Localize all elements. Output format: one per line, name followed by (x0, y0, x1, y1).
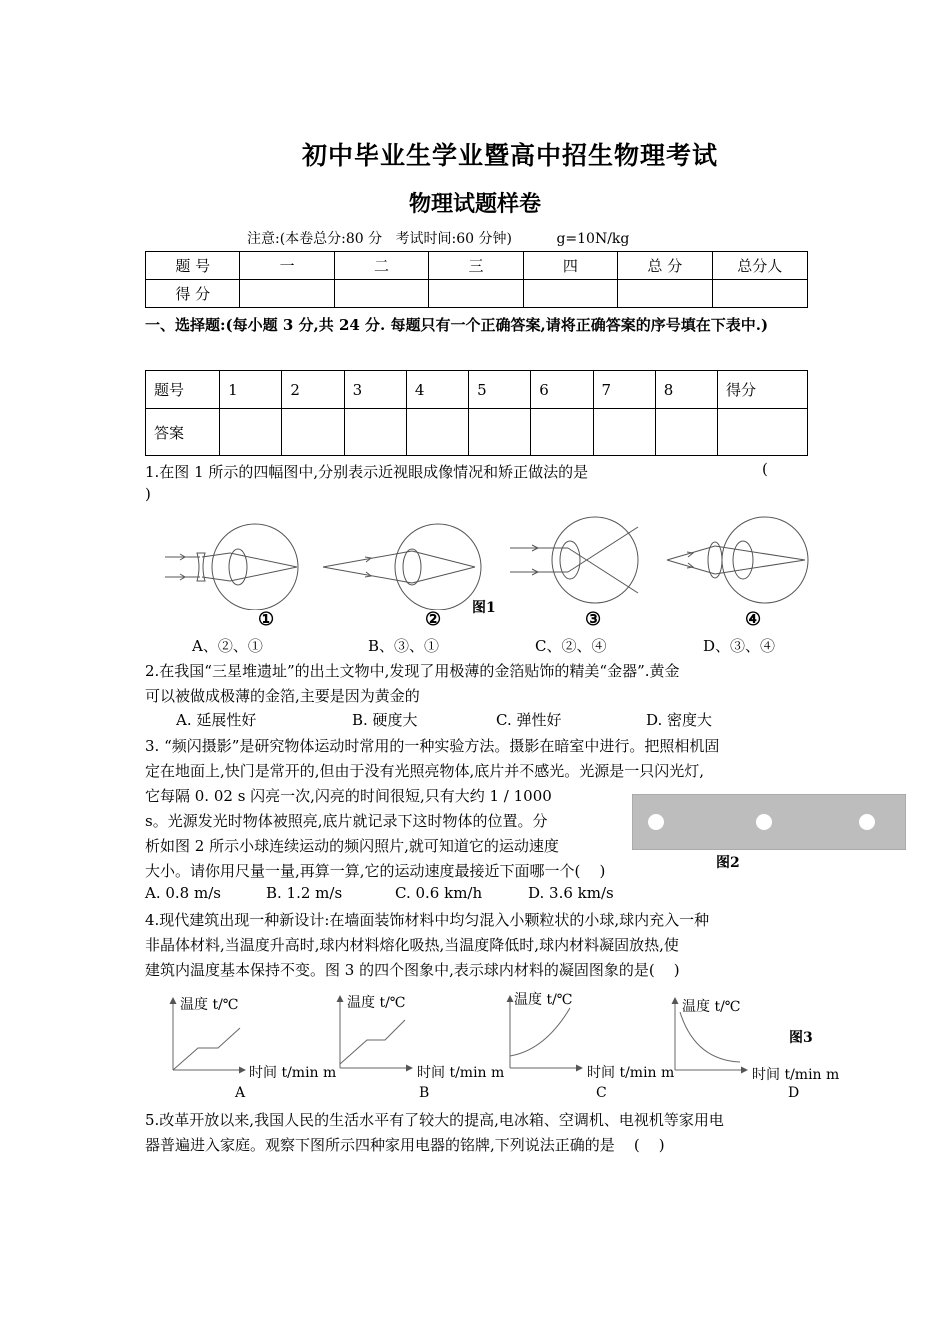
score-header-cell: 三 (429, 252, 523, 280)
score-header-cell: 总分人 (712, 252, 807, 280)
answer-cell[interactable] (718, 409, 808, 456)
answer-cell[interactable] (531, 409, 593, 456)
figure-1-label: 图1 (472, 600, 496, 616)
figure-3-label: 图3 (789, 1030, 813, 1046)
ball-3 (859, 814, 875, 830)
eye-diagram-4 (667, 517, 808, 603)
answer-cell[interactable] (344, 409, 406, 456)
answer-cell[interactable] (593, 409, 655, 456)
graph-c-label[interactable]: C (596, 1085, 607, 1101)
q5-line-2: 器普遍进入家庭。观察下图所示四种家用电器的铭牌,下列说法正确的是 ( ) (145, 1136, 665, 1154)
exam-title: 初中毕业生学业暨高中招生物理考试 (301, 141, 718, 170)
eye-diagram-3 (510, 517, 638, 603)
answer-cell[interactable] (655, 409, 717, 456)
circled-4: ④ (745, 609, 762, 630)
answer-number: 3 (344, 371, 406, 409)
q3-line-6: 大小。请你用尺量一量,再算一算,它的运动速度最接近下面哪一个( ) (145, 862, 606, 880)
graph-d-x-axis-label: 时间 t/min m (752, 1067, 840, 1083)
score-header-cell: 一 (240, 252, 334, 280)
q1-paren-close: ) (145, 485, 151, 503)
q2-line-2: 可以被做成极薄的金箔,主要是因为黄金的 (145, 687, 420, 705)
answer-header-label: 题号 (146, 371, 220, 409)
answer-number: 2 (282, 371, 344, 409)
q3-option-d[interactable]: D. 3.6 km/s (528, 884, 614, 902)
q3-option-b[interactable]: B. 1.2 m/s (266, 884, 343, 902)
graph-a-x-axis-label: 时间 t/min m (249, 1065, 337, 1081)
score-table (145, 251, 808, 308)
q2-option-c[interactable]: C. 弹性好 (496, 711, 562, 729)
ball-2 (756, 814, 772, 830)
q5-line-1: 5.改革开放以来,我国人民的生活水平有了较大的提高,电冰箱、空调机、电视机等家用电 (145, 1111, 724, 1129)
answer-number: 1 (220, 371, 282, 409)
answer-cell[interactable] (406, 409, 468, 456)
q3-line-2: 定在地面上,快门是常开的,但由于没有光照亮物体,底片并不感光。光源是一只闪光灯, (145, 762, 705, 780)
q3-line-3: 它每隔 0. 02 s 闪亮一次,闪亮的时间很短,只有大约 1 / 1000 (145, 787, 552, 805)
score-cell[interactable] (334, 280, 428, 308)
score-cell[interactable] (712, 280, 807, 308)
eye-diagrams (160, 515, 820, 610)
graph-b-label[interactable]: B (419, 1085, 430, 1101)
graph-c-x-axis-label: 时间 t/min m (587, 1065, 675, 1081)
q3-option-a[interactable]: A. 0.8 m/s (145, 884, 221, 902)
flash-photo (632, 794, 906, 850)
score-header-cell: 二 (334, 252, 428, 280)
score-header-cell: 总 分 (618, 252, 712, 280)
graph-a-label[interactable]: A (235, 1085, 246, 1101)
q3-line-5: 析如图 2 所示小球连续运动的频闪照片,就可知道它的运动速度 (145, 837, 559, 855)
score-header-cell: 四 (523, 252, 617, 280)
section-heading: 一、选择题:(每小题 3 分,共 24 分. 每题只有一个正确答案,请将正确答案的序号填在下表中.) (145, 316, 769, 334)
answer-number: 5 (469, 371, 531, 409)
q2-option-a[interactable]: A. 延展性好 (176, 711, 257, 729)
q2-option-d[interactable]: D. 密度大 (646, 711, 713, 729)
answer-number: 4 (406, 371, 468, 409)
graph-b-x-axis-label: 时间 t/min m (417, 1065, 505, 1081)
graph-a-y-axis-label: 温度 t/℃ (180, 997, 239, 1013)
answer-number: 8 (655, 371, 717, 409)
q4-line-3: 建筑内温度基本保持不变。图 3 的四个图象中,表示球内材料的凝固图象的是( ) (145, 961, 680, 979)
score-cell[interactable] (523, 280, 617, 308)
graph-c-y-axis-label: 温度 t/℃ (514, 992, 573, 1008)
score-cell[interactable] (240, 280, 334, 308)
score-cell[interactable] (618, 280, 712, 308)
score-row-label: 得 分 (146, 280, 240, 308)
exam-note: 注意:(本卷总分:80 分 考试时间:60 分钟) g=10N/kg (247, 231, 630, 247)
answer-table (145, 370, 808, 456)
score-cell[interactable] (429, 280, 523, 308)
circled-2: ② (425, 609, 442, 630)
ball-1 (648, 814, 664, 830)
graph-d-label[interactable]: D (788, 1085, 800, 1101)
answer-number: 6 (531, 371, 593, 409)
q1-option-d[interactable]: D、③、④ (703, 637, 776, 655)
q2-line-1: 2.在我国“三星堆遗址”的出土文物中,发现了用极薄的金箔贴饰的精美“金器”.黄金 (145, 662, 680, 680)
q3-line-1: 3. “频闪摄影”是研究物体运动时常用的一种实验方法。摄影在暗室中进行。把照相机固 (145, 737, 720, 755)
answer-cell[interactable] (220, 409, 282, 456)
circled-3: ③ (585, 609, 602, 630)
q2-option-b[interactable]: B. 硬度大 (352, 711, 418, 729)
figure-2-label: 图2 (716, 855, 740, 871)
q4-line-1: 4.现代建筑出现一种新设计:在墙面装饰材料中均匀混入小颗粒状的小球,球内充入一种 (145, 911, 710, 929)
answer-number: 7 (593, 371, 655, 409)
circled-1: ① (258, 609, 275, 630)
answer-cell[interactable] (469, 409, 531, 456)
q1-option-c[interactable]: C、②、④ (535, 637, 607, 655)
q4-line-2: 非晶体材料,当温度升高时,球内材料熔化吸热,当温度降低时,球内材料凝固放热,使 (145, 936, 679, 954)
q3-line-4: s。光源发光时物体被照亮,底片就记录下这时物体的位置。分 (145, 812, 548, 830)
exam-subtitle: 物理试题样卷 (408, 192, 541, 217)
q1-paren-open: ( (762, 460, 768, 478)
answer-score-label: 得分 (718, 371, 808, 409)
eye-diagram-2 (323, 524, 481, 610)
q1-text: 1.在图 1 所示的四幅图中,分别表示近视眼成像情况和矫正做法的是 (145, 463, 589, 481)
answer-cell[interactable] (282, 409, 344, 456)
answer-row-label: 答案 (146, 409, 220, 456)
eye-diagram-1 (165, 524, 298, 610)
q1-option-b[interactable]: B、③、① (368, 637, 440, 655)
score-header-cell: 题 号 (146, 252, 240, 280)
q1-option-a[interactable]: A、②、① (192, 637, 263, 655)
graph-d-y-axis-label: 温度 t/℃ (682, 999, 741, 1015)
q3-option-c[interactable]: C. 0.6 km/h (395, 884, 483, 902)
graph-b-y-axis-label: 温度 t/℃ (347, 995, 406, 1011)
